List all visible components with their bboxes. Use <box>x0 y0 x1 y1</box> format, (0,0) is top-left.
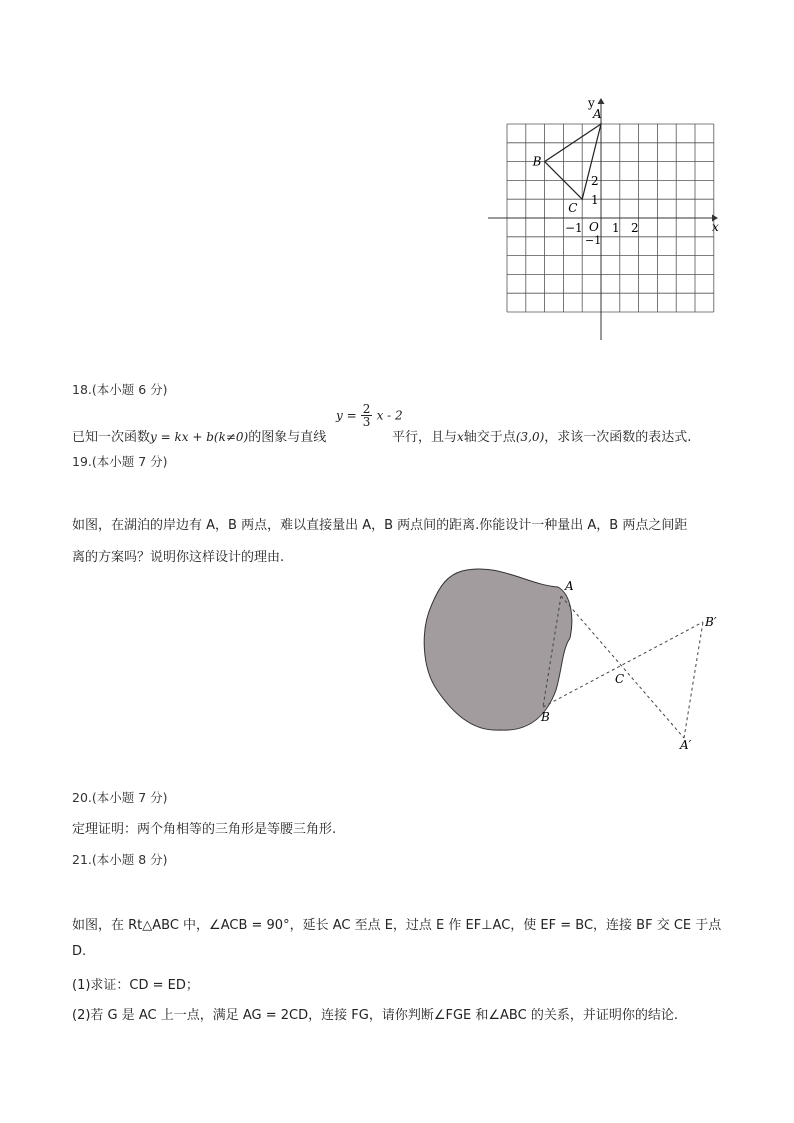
q21-line-1: 如图，在 Rt△ABC 中，∠ACB = 90°，延长 AC 至点 E，过点 E 作 EF⊥AC，使 EF = BC，连接 BF 交 CE 于点 <box>72 918 722 933</box>
point-label-b: B <box>532 154 542 169</box>
origin-label: O <box>589 220 599 234</box>
q18-text-1: 已知一次函数 <box>72 430 151 445</box>
q20-header: 20.(本小题 7 分) <box>72 790 168 805</box>
q18-fraction-numerator: 2 <box>362 402 371 416</box>
q18-formula-point: (3,0) <box>515 430 545 444</box>
y-tick-neg1: −1 <box>585 234 602 247</box>
q21-header: 21.(本小题 8 分) <box>72 852 168 867</box>
segment-aprime-bprime <box>684 622 703 738</box>
segment-a-aprime <box>561 596 684 738</box>
q18-line-formula <box>336 403 403 428</box>
point-label-a: A <box>593 107 602 121</box>
x-tick-1: 1 <box>612 221 620 235</box>
y-tick-2: 2 <box>591 174 599 188</box>
q18-text-4: 轴交于点 <box>463 430 516 445</box>
lake-label-aprime: A′ <box>680 738 692 752</box>
q18-text-2: 的图象与直线 <box>248 430 327 445</box>
q18-text-tail <box>392 426 691 445</box>
q18-header: 18.(本小题 6 分) <box>72 382 168 397</box>
q18-text <box>72 426 326 445</box>
q19-line-1: 如图，在湖泊的岸边有 A，B 两点，难以直接量出 A，B 两点间的距离.你能设计一种量出 A，B 两点之间距 <box>72 518 688 533</box>
q18-fraction-denominator: 3 <box>362 415 371 429</box>
q18-formula-x: x - 2 <box>376 408 403 423</box>
point-label-c: C <box>568 201 578 216</box>
coordinate-grid-figure <box>480 90 730 345</box>
x-axis-label: x <box>712 220 719 234</box>
q19-line-2: 离的方案吗？说明你这样设计的理由. <box>72 550 285 565</box>
lake-label-bprime: B′ <box>705 615 717 629</box>
lake-shape <box>424 569 572 730</box>
q18-formula-y: y = <box>336 408 357 423</box>
q18-fraction <box>361 403 373 428</box>
lake-label-c: C <box>615 672 625 686</box>
x-tick-neg1: −1 <box>565 221 583 235</box>
y-axis-label: y <box>588 96 595 110</box>
q18-text-5: ，求该一次函数的表达式. <box>544 430 692 445</box>
q19-header: 19.(本小题 7 分) <box>72 454 168 469</box>
q20-text: 定理证明：两个角相等的三角形是等腰三角形. <box>72 822 337 837</box>
lake-figure <box>415 560 735 755</box>
x-tick-2: 2 <box>631 221 639 235</box>
q21-line-2: D. <box>72 944 87 959</box>
q21-part-2: (2)若 G 是 AC 上一点，满足 AG = 2CD，连接 FG，请你判断∠FGE 和∠ABC 的关系，并证明你的结论. <box>72 1008 678 1023</box>
lake-label-b: B <box>541 710 550 724</box>
y-tick-1: 1 <box>591 193 599 207</box>
q21-part-1: (1)求证：CD = ED； <box>72 978 199 993</box>
q18-formula-x-axis: x <box>457 430 464 444</box>
y-axis-arrow <box>598 98 605 104</box>
q18-formula-1: y = kx + b(k≠0) <box>150 430 249 444</box>
q18-text-3: 平行，且与 <box>392 430 458 445</box>
lake-label-a: A <box>565 579 574 593</box>
